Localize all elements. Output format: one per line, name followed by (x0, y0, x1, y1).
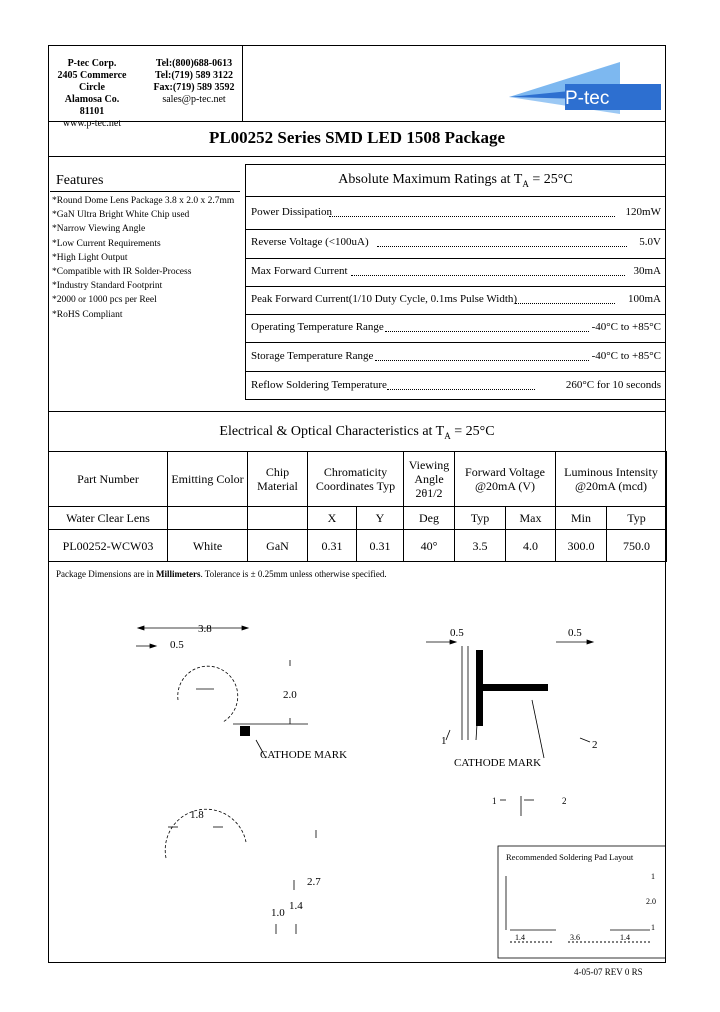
contact-block (148, 58, 240, 106)
company-block (52, 58, 132, 130)
arrowhead (150, 644, 156, 648)
eo-sub-blank (168, 507, 248, 530)
company-website[interactable]: www.p-tec.net (62, 118, 122, 129)
dim-label-side-right: 0.5 (568, 627, 582, 639)
leader-dots (375, 360, 589, 361)
eo-top-rule (48, 411, 666, 412)
feature-item: *Narrow Viewing Angle (52, 224, 146, 235)
rating-value: 260°C for 10 seconds (565, 379, 661, 391)
eo-cell-deg: 40° (404, 530, 455, 562)
logo-text: P-tec (565, 88, 610, 109)
side-electrode-vertical (476, 650, 483, 726)
company-address-2: Alamosa Co. 81101 (64, 94, 120, 117)
eo-cell-part: PL00252-WCW03 (49, 530, 168, 562)
company-email[interactable]: sales@p-tec.net (162, 94, 226, 105)
feature-item: *High Light Output (52, 252, 128, 263)
eo-table (48, 451, 667, 562)
header-bottom-rule (48, 121, 666, 122)
package-drawing (48, 590, 666, 962)
ratings-rule (245, 196, 666, 197)
leader-dots (377, 246, 627, 247)
eo-heading-sub: A (444, 430, 451, 441)
eo-sub-x: X (308, 507, 357, 530)
feature-item: *2000 or 1000 pcs per Reel (52, 295, 157, 306)
pad-dim-v2: 2.0 (646, 897, 656, 906)
feature-item: *GaN Ultra Bright White Chip used (52, 210, 190, 221)
features-heading: Features (56, 173, 104, 188)
arrowhead (138, 626, 144, 630)
pad-dim-h3: 1.4 (620, 933, 630, 942)
eo-header-forward: Forward Voltage @20mA (V) (455, 452, 556, 507)
ratings-heading (245, 172, 666, 189)
ratings-rule (245, 258, 666, 259)
label-2-leader (580, 738, 590, 742)
eo-sub-iv-min: Min (556, 507, 607, 530)
company-name: P-tec Corp. (67, 58, 117, 69)
ratings-rule (245, 342, 666, 343)
features-list (52, 194, 242, 322)
note-bold: Millimeters (155, 569, 201, 579)
note-suffix: . Tolerance is ± 0.25mm unless otherwise specified. (200, 569, 387, 579)
feature-item: *Industry Standard Footprint (52, 281, 163, 292)
leader-dots (351, 275, 625, 276)
title-bottom-rule (48, 156, 666, 157)
side-electrode-horizontal (483, 684, 548, 691)
dim-label-1-0: 1.0 (271, 907, 285, 919)
pad-layout-title: Recommended Soldering Pad Layout (506, 852, 634, 862)
company-fax: Fax:(719) 589 3592 (153, 82, 235, 93)
arrowhead (450, 640, 456, 644)
eo-header-luminous: Luminous Intensity @20mA (mcd) (556, 452, 667, 507)
side-label-2: 2 (592, 739, 598, 751)
header-divider (242, 45, 243, 121)
pad-dim-h1: 1.4 (515, 933, 525, 942)
pin-label-2: 2 (562, 796, 567, 806)
leader-dots (387, 389, 535, 390)
ratings-rule (245, 371, 666, 372)
arrowhead (242, 626, 248, 630)
cathode-mark-label-left: CATHODE MARK (260, 749, 348, 761)
ratings-heading-tail: = 25°C (528, 172, 573, 187)
feature-item: *RoHS Compliant (52, 309, 123, 320)
features-heading-rule (50, 191, 240, 192)
eo-cell-color: White (168, 530, 248, 562)
eo-cell-chip: GaN (248, 530, 308, 562)
eo-sub-lens: Water Clear Lens (49, 507, 168, 530)
dim-label-1-4: 1.4 (289, 900, 303, 912)
rating-label: Peak Forward Current(1/10 Duty Cycle, 0.1ms Pulse Width) (251, 293, 518, 305)
feature-item: *Round Dome Lens Package 3.8 x 2.0 x 2.7mm (52, 196, 235, 206)
pad-dim-v3: 1 (651, 923, 655, 932)
company-tel-2: Tel:(719) 589 3122 (155, 70, 233, 81)
eo-header-part: Part Number (49, 452, 168, 507)
rating-row (251, 377, 661, 397)
eo-heading-tail: = 25°C (450, 424, 495, 439)
revision-footer: 4-05-07 REV 0 RS (574, 967, 643, 977)
pin-label-1: 1 (492, 796, 497, 806)
eo-header-chip: Chip Material (248, 452, 308, 507)
company-tel: Tel:(800)688-0613 (155, 58, 233, 69)
eo-sub-blank (248, 507, 308, 530)
rating-value: -40°C to +85°C (591, 321, 661, 333)
leader-dots (329, 216, 615, 217)
dim-label-side-left: 0.5 (450, 627, 464, 639)
company-address-1: 2405 Commerce Circle (57, 70, 127, 93)
dimension-note (56, 569, 387, 579)
rating-label: Reverse Voltage (<100uA) (251, 236, 369, 248)
cathode-mark-square (240, 726, 250, 736)
top-dome-outline (178, 666, 238, 722)
dim-label-lens: 0.5 (170, 639, 184, 651)
rating-value: 100mA (628, 293, 661, 305)
rating-label: Operating Temperature Range (251, 321, 384, 333)
eo-header-emitting: Emitting Color (168, 452, 248, 507)
eo-cell-iv-typ: 750.0 (607, 530, 667, 562)
eo-cell-vf-max: 4.0 (506, 530, 556, 562)
side-label-1: 1 (441, 735, 447, 747)
eo-cell-y: 0.31 (357, 530, 404, 562)
eo-subheader-row (49, 507, 667, 530)
dome-side-outline (165, 809, 246, 858)
rating-value: 5.0V (639, 236, 661, 248)
eo-header-row (49, 452, 667, 507)
cathode-mark-label-right: CATHODE MARK (454, 757, 542, 769)
eo-sub-iv-typ: Typ (607, 507, 667, 530)
ratings-rule (245, 286, 666, 287)
cathode-leader-right (532, 700, 544, 758)
rating-label: Storage Temperature Range (251, 350, 374, 362)
leader-dots (515, 303, 615, 304)
rating-label: Reflow Soldering Temperature (251, 379, 387, 391)
arrowhead (587, 640, 593, 644)
rating-value: -40°C to +85°C (591, 350, 661, 362)
eo-cell-iv-min: 300.0 (556, 530, 607, 562)
pad-dim-h2: 3.6 (570, 933, 580, 942)
rating-label: Power Dissipation (251, 206, 332, 218)
rating-label: Max Forward Current (251, 265, 348, 277)
eo-cell-vf-typ: 3.5 (455, 530, 506, 562)
rating-row (251, 204, 661, 224)
rating-row (251, 291, 661, 311)
eo-sub-deg: Deg (404, 507, 455, 530)
eo-cell-x: 0.31 (308, 530, 357, 562)
ratings-rule (245, 229, 666, 230)
leader-dots (385, 331, 589, 332)
dim-label-dome: 1.8 (190, 809, 204, 821)
dim-label-height: 2.0 (283, 689, 297, 701)
eo-data-row (49, 530, 667, 562)
eo-heading-text: Electrical & Optical Characteristics at T (219, 424, 445, 439)
eo-sub-vf-typ: Typ (455, 507, 506, 530)
rating-value: 30mA (633, 265, 661, 277)
ratings-heading-sub: A (522, 178, 529, 189)
label-1-leader (446, 730, 450, 740)
rating-row (251, 234, 661, 254)
ratings-heading-text: Absolute Maximum Ratings at T (338, 172, 523, 187)
note-prefix: Package Dimensions are in (56, 569, 156, 579)
feature-item: *Low Current Requirements (52, 238, 161, 249)
eo-sub-vf-max: Max (506, 507, 556, 530)
rating-value: 120mW (625, 206, 661, 218)
page-title: PL00252 Series SMD LED 1508 Package (208, 128, 506, 147)
rating-row (251, 263, 661, 283)
pad-dim-v1: 1 (651, 872, 655, 881)
ratings-rule (245, 314, 666, 315)
rating-row (251, 348, 661, 368)
eo-header-chromaticity: Chromaticity Coordinates Typ (308, 452, 404, 507)
rating-row (251, 319, 661, 339)
dim-label-2-7: 2.7 (307, 876, 321, 888)
eo-heading (48, 424, 666, 441)
dim-label-width: 3.8 (198, 623, 212, 635)
ptec-logo (505, 58, 665, 118)
eo-sub-y: Y (357, 507, 404, 530)
eo-header-viewing: Viewing Angle 2θ1/2 (404, 452, 455, 507)
feature-item: *Compatible with IR Solder-Process (52, 267, 192, 278)
